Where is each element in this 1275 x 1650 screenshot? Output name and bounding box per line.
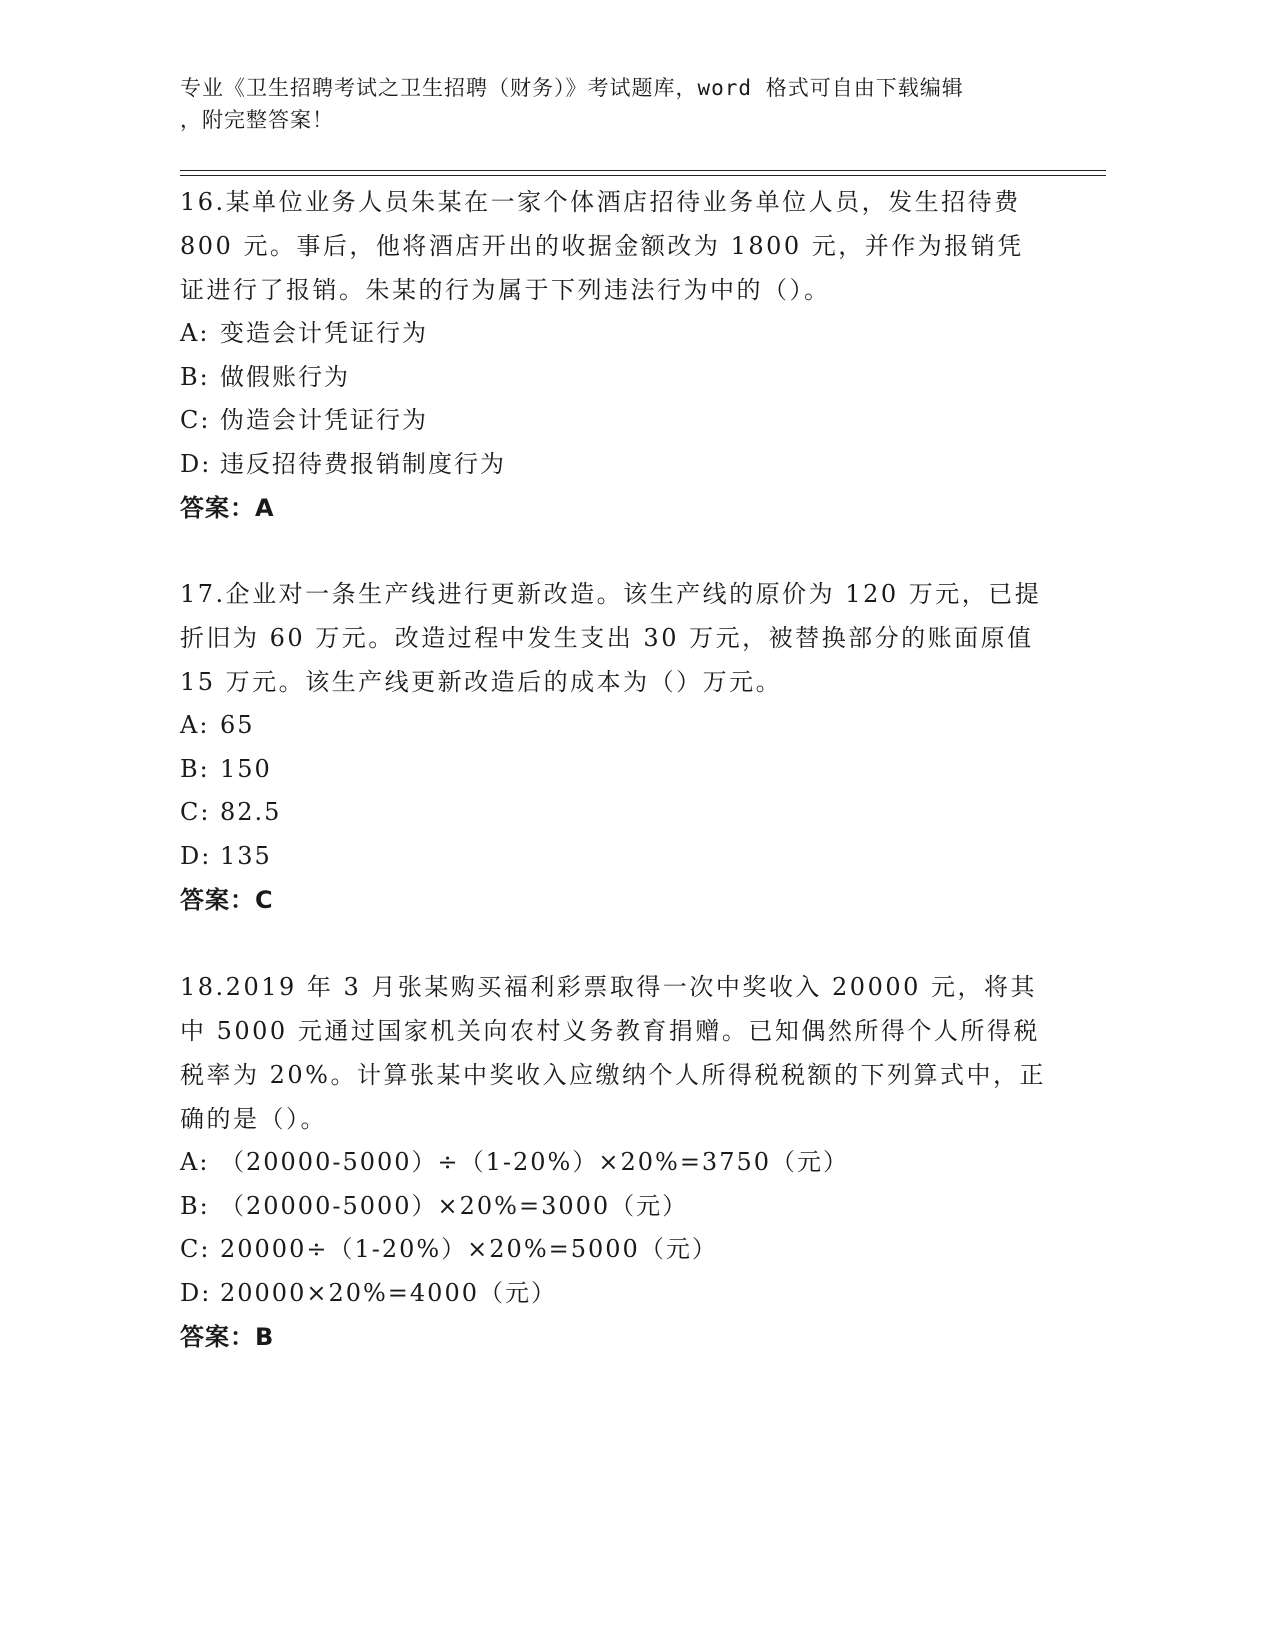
option-c: [180, 791, 1050, 835]
question-16: [180, 180, 1050, 530]
option-text: 20000÷（1-20%）×20%=5000（元）: [220, 1235, 718, 1263]
option-text: 65: [220, 711, 255, 739]
option-key: B:: [180, 1191, 210, 1220]
header-line-1: 专业《卫生招聘考试之卫生招聘（财务）》考试题库，word 格式可自由下载编辑: [180, 76, 964, 100]
option-b: [180, 1185, 1050, 1229]
option-d: [180, 835, 1050, 879]
option-b: [180, 356, 1050, 400]
question-stem: 17.企业对一条生产线进行更新改造。该生产线的原价为 120 万元，已提折旧为 60 万元。改造过程中发生支出 30 万元，被替换部分的账面原值 15 万元。该生产线更新改造后的成本为（）万元。: [180, 580, 1042, 696]
option-key: C:: [180, 406, 211, 434]
question-17: [180, 572, 1050, 922]
option-text: 做假账行为: [220, 362, 350, 391]
option-key: B:: [180, 362, 210, 391]
option-text: 150: [220, 754, 272, 783]
option-a: [180, 312, 1050, 356]
option-key: A:: [180, 1148, 210, 1176]
option-key: C:: [180, 798, 211, 826]
option-d: [180, 443, 1050, 487]
header-rule-bottom: [180, 175, 1106, 176]
option-key: B:: [180, 754, 210, 783]
question-stem: 16.某单位业务人员朱某在一家个体酒店招待业务单位人员，发生招待费 800 元。事后，他将酒店开出的收据金额改为 1800 元，并作为报销凭证进行了报销。朱某的行为属于下列违法行为中的（）。: [180, 188, 1024, 304]
answer: 答案：A: [180, 494, 275, 522]
option-key: A:: [180, 319, 210, 347]
option-key: A:: [180, 711, 210, 739]
option-text: （20000-5000）÷（1-20%）×20%=3750（元）: [220, 1148, 850, 1176]
header-rule-top: [180, 170, 1106, 171]
option-a: [180, 704, 1050, 748]
answer: 答案：C: [180, 886, 274, 914]
option-text: 20000×20%=4000（元）: [220, 1278, 557, 1307]
document-header: [180, 72, 1040, 136]
option-c: [180, 1228, 1050, 1272]
header-line-2: ，附完整答案！: [180, 108, 334, 132]
question-stem: 18.2019 年 3 月张某购买福利彩票取得一次中奖收入 20000 元，将其中 5000 元通过国家机关向农村义务教育捐赠。已知偶然所得个人所得税税率为 20%。计算张某中奖收入应缴纳个人所得税税额的下列算式中，正确的是（）。: [180, 973, 1046, 1133]
option-text: 违反招待费报销制度行为: [220, 449, 506, 478]
option-key: D:: [180, 449, 212, 478]
option-text: 变造会计凭证行为: [220, 319, 428, 347]
option-d: [180, 1272, 1050, 1316]
question-18: [180, 965, 1050, 1359]
option-b: [180, 748, 1050, 792]
option-key: D:: [180, 841, 212, 870]
option-text: 82.5: [220, 798, 282, 826]
answer: 答案：B: [180, 1323, 275, 1351]
option-text: 135: [220, 841, 272, 870]
option-text: 伪造会计凭证行为: [220, 406, 428, 434]
option-c: [180, 399, 1050, 443]
option-a: [180, 1141, 1050, 1185]
option-key: D:: [180, 1278, 212, 1307]
option-key: C:: [180, 1235, 211, 1263]
option-text: （20000-5000）×20%=3000（元）: [220, 1191, 689, 1220]
